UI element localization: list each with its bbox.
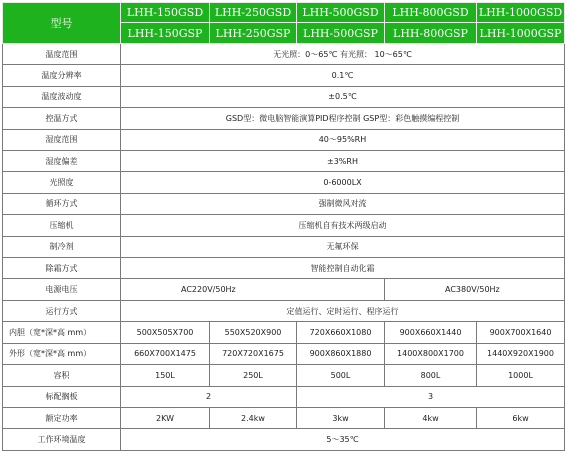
row-value: 800L [385, 365, 477, 386]
table-row [3, 279, 565, 300]
model-name: LHH-250GSP [210, 23, 297, 43]
row-value: 900X860X1880 [297, 343, 385, 364]
row-label: 内胆（宽*深*高 mm） [3, 322, 121, 343]
row-label: 温度波动度 [3, 86, 121, 107]
table-row [3, 172, 565, 193]
row-label: 容积 [3, 365, 121, 386]
table-row [3, 343, 565, 364]
row-value: 0.1℃ [121, 65, 565, 86]
model-header: 型号 [3, 3, 121, 44]
row-label: 光照度 [3, 172, 121, 193]
row-value: 2KW [121, 407, 210, 428]
row-label: 控温方式 [3, 108, 121, 129]
table-row [3, 322, 565, 343]
table-row [3, 129, 565, 150]
row-value: 1400X800X1700 [385, 343, 477, 364]
row-value: 无氟环保 [121, 236, 565, 257]
row-value: 720X720X1675 [210, 343, 297, 364]
model-name: LHH-800GSD [385, 3, 477, 23]
table-row [3, 386, 565, 407]
row-value: AC220V/50Hz [121, 279, 385, 300]
row-value: 500L [297, 365, 385, 386]
table-row [3, 429, 565, 451]
table-row [3, 193, 565, 214]
row-value: 1000L [477, 365, 565, 386]
row-value: AC380V/50Hz [385, 279, 565, 300]
model-name: LHH-1000GSP [477, 23, 565, 43]
table-row [3, 150, 565, 171]
row-label: 标配搁板 [3, 386, 121, 407]
table-row [3, 407, 565, 428]
model-name: LHH-150GSD [121, 3, 210, 23]
table-row [3, 236, 565, 257]
table-row [3, 300, 565, 321]
row-value: 1440X920X1900 [477, 343, 565, 364]
row-value: 2.4kw [210, 407, 297, 428]
row-value: 6kw [477, 407, 565, 428]
row-label: 温度分辨率 [3, 65, 121, 86]
model-name: LHH-500GSP [297, 23, 385, 43]
row-value: 660X700X1475 [121, 343, 210, 364]
row-label: 湿度范围 [3, 129, 121, 150]
row-value: 0-6000LX [121, 172, 565, 193]
row-value: 40～95%RH [121, 129, 565, 150]
row-label: 工作环境温度 [3, 429, 121, 451]
row-value: 无光照：0～65℃ 有光照： 10～65℃ [121, 43, 565, 64]
row-value: 3 [297, 386, 565, 407]
row-value: 智能控制自动化霜 [121, 258, 565, 279]
row-value: 定值运行、定时运行、程序运行 [121, 300, 565, 321]
row-value: ±0.5℃ [121, 86, 565, 107]
row-label: 除霜方式 [3, 258, 121, 279]
row-label: 外形（宽*深*高 mm） [3, 343, 121, 364]
row-value: 150L [121, 365, 210, 386]
row-label: 制冷剂 [3, 236, 121, 257]
table-row [3, 108, 565, 129]
row-value: 5～35℃ [121, 429, 565, 451]
table-row [3, 43, 565, 64]
table-row [3, 365, 565, 386]
model-name: LHH-150GSP [121, 23, 210, 43]
row-label: 温度范围 [3, 43, 121, 64]
row-value: 550X520X900 [210, 322, 297, 343]
row-label: 电源电压 [3, 279, 121, 300]
row-value: GSD型：微电脑智能演算PID程序控制 GSP型：彩色触摸编程控制 [121, 108, 565, 129]
model-name: LHH-500GSD [297, 3, 385, 23]
model-name: LHH-250GSD [210, 3, 297, 23]
row-value: 720X660X1080 [297, 322, 385, 343]
model-name: LHH-800GSP [385, 23, 477, 43]
row-value: 500X505X700 [121, 322, 210, 343]
row-value: ±3%RH [121, 150, 565, 171]
row-label: 循环方式 [3, 193, 121, 214]
row-value: 250L [210, 365, 297, 386]
table-row [3, 215, 565, 236]
row-value: 压缩机自有技术两级启动 [121, 215, 565, 236]
row-value: 4kw [385, 407, 477, 428]
table-row [3, 65, 565, 86]
row-label: 湿度偏差 [3, 150, 121, 171]
header-row-gsd [3, 3, 565, 23]
row-value: 3kw [297, 407, 385, 428]
row-value: 900X660X1440 [385, 322, 477, 343]
row-value: 900X700X1640 [477, 322, 565, 343]
model-name: LHH-1000GSD [477, 3, 565, 23]
row-label: 压缩机 [3, 215, 121, 236]
row-label: 额定功率 [3, 407, 121, 428]
row-label: 运行方式 [3, 300, 121, 321]
row-value: 2 [121, 386, 297, 407]
table-row [3, 258, 565, 279]
row-value: 强制微风对流 [121, 193, 565, 214]
table-row [3, 86, 565, 107]
spec-table [2, 2, 565, 451]
